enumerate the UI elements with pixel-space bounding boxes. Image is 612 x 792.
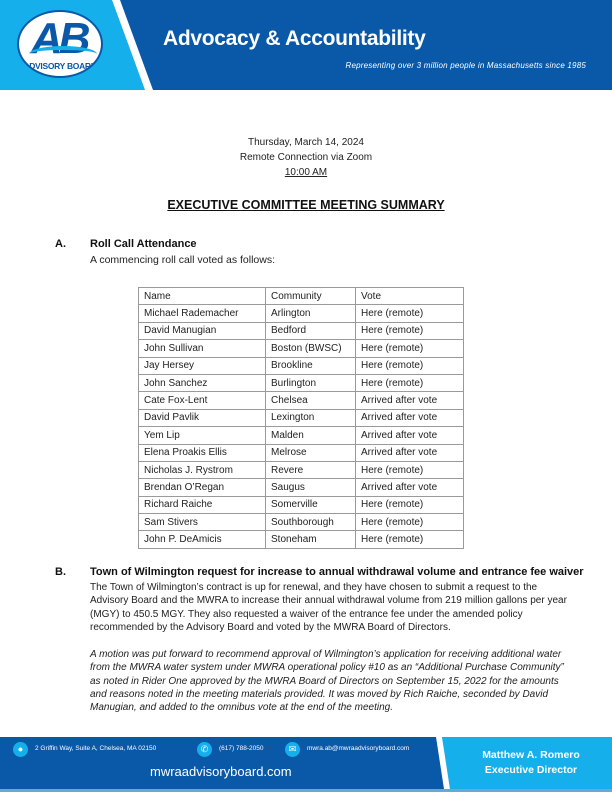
section-b-letter: B. xyxy=(55,566,66,578)
vote-cell: Here (remote) xyxy=(356,340,464,357)
table-row xyxy=(139,305,464,322)
vote-cell: Arrived after vote xyxy=(356,427,464,444)
community-cell: Somerville xyxy=(266,496,356,513)
member-name-cell: David Pavlik xyxy=(139,409,266,426)
column-header-community: Community xyxy=(266,288,356,305)
community-cell: Southborough xyxy=(266,514,356,531)
table-row xyxy=(139,531,464,548)
member-name-cell: Elena Proakis Ellis xyxy=(139,444,266,461)
vote-cell: Here (remote) xyxy=(356,496,464,513)
table-row xyxy=(139,357,464,374)
community-cell: Lexington xyxy=(266,409,356,426)
community-cell: Malden xyxy=(266,427,356,444)
table-row xyxy=(139,374,464,391)
footer-phone[interactable]: (617) 788-2050 xyxy=(219,745,264,752)
section-b-heading: Town of Wilmington request for increase to annual withdrawal volume and entrance fee waiver xyxy=(90,566,584,578)
table-row xyxy=(139,461,464,478)
member-name-cell: Jay Hersey xyxy=(139,357,266,374)
column-header-vote: Vote xyxy=(356,288,464,305)
meeting-time: 10:00 AM xyxy=(284,167,328,178)
table-row xyxy=(139,409,464,426)
section-a-letter: A. xyxy=(55,238,66,250)
location-pin-icon: ● xyxy=(13,742,28,757)
community-cell: Brookline xyxy=(266,357,356,374)
document-title: EXECUTIVE COMMITTEE MEETING SUMMARY xyxy=(167,198,445,212)
vote-cell: Here (remote) xyxy=(356,531,464,548)
table-row xyxy=(139,514,464,531)
member-name-cell: Richard Raiche xyxy=(139,496,266,513)
header-title: Advocacy & Accountability xyxy=(163,27,426,50)
footer-address: 2 Griffin Way, Suite A, Chelsea, MA 02150 xyxy=(35,745,157,752)
table-row xyxy=(139,322,464,339)
section-a-heading: Roll Call Attendance xyxy=(90,238,197,250)
table-row xyxy=(139,340,464,357)
community-cell: Chelsea xyxy=(266,392,356,409)
vote-cell: Here (remote) xyxy=(356,322,464,339)
vote-cell: Arrived after vote xyxy=(356,409,464,426)
vote-cell: Here (remote) xyxy=(356,357,464,374)
table-row xyxy=(139,496,464,513)
member-name-cell: John P. DeAmicis xyxy=(139,531,266,548)
vote-cell: Here (remote) xyxy=(356,374,464,391)
roll-call-table xyxy=(138,287,464,549)
member-name-cell: John Sullivan xyxy=(139,340,266,357)
community-cell: Melrose xyxy=(266,444,356,461)
logo-swoosh-icon xyxy=(29,46,97,62)
vote-cell: Arrived after vote xyxy=(356,444,464,461)
member-name-cell: David Manugian xyxy=(139,322,266,339)
meeting-date: Thursday, March 14, 2024 xyxy=(248,137,364,148)
logo-text: ADVISORY BOARD xyxy=(23,61,97,71)
footer-website-link[interactable]: mwraadvisoryboard.com xyxy=(150,764,292,779)
community-cell: Boston (BWSC) xyxy=(266,340,356,357)
director-name: Matthew A. Romero xyxy=(482,749,580,761)
member-name-cell: Michael Rademacher xyxy=(139,305,266,322)
vote-cell: Here (remote) xyxy=(356,305,464,322)
table-header-row xyxy=(139,288,464,305)
member-name-cell: Nicholas J. Rystrom xyxy=(139,461,266,478)
community-cell: Saugus xyxy=(266,479,356,496)
vote-cell: Arrived after vote xyxy=(356,479,464,496)
column-header-name: Name xyxy=(139,288,266,305)
community-cell: Arlington xyxy=(266,305,356,322)
logo-letters: AB xyxy=(31,14,87,63)
header-tagline: Representing over 3 million people in Massachusetts since 1985 xyxy=(345,61,586,70)
email-envelope-icon: ✉ xyxy=(285,742,300,757)
vote-cell: Arrived after vote xyxy=(356,392,464,409)
community-cell: Bedford xyxy=(266,322,356,339)
community-cell: Revere xyxy=(266,461,356,478)
community-cell: Burlington xyxy=(266,374,356,391)
vote-cell: Here (remote) xyxy=(356,514,464,531)
section-b-paragraph: The Town of Wilmington’s contract is up for renewal, and they have chosen to submit a request to the Advisory Board and the MWRA to increase their annual withdrawal volume from 219 million gallons per year (MGY) to 450.5 MGY. They also requested a waiver of the entrance fee under the amended policy recommended by the Advisory Board and voted by the MWRA Board of Directors. xyxy=(90,582,567,633)
vote-cell: Here (remote) xyxy=(356,461,464,478)
community-cell: Stoneham xyxy=(266,531,356,548)
footer-email[interactable]: mwra.ab@mwraadvisoryboard.com xyxy=(307,745,410,752)
director-title: Executive Director xyxy=(484,764,578,776)
table-row xyxy=(139,479,464,496)
table-row xyxy=(139,444,464,461)
member-name-cell: Brendan O’Regan xyxy=(139,479,266,496)
member-name-cell: Yem Lip xyxy=(139,427,266,444)
table-row xyxy=(139,427,464,444)
meeting-location: Remote Connection via Zoom xyxy=(239,152,373,163)
member-name-cell: Cate Fox-Lent xyxy=(139,392,266,409)
member-name-cell: Sam Stivers xyxy=(139,514,266,531)
section-a-intro: A commencing roll call voted as follows: xyxy=(90,254,275,266)
table-row xyxy=(139,392,464,409)
advisory-board-logo xyxy=(17,10,103,78)
phone-icon: ✆ xyxy=(197,742,212,757)
member-name-cell: John Sanchez xyxy=(139,374,266,391)
section-b-motion: A motion was put forward to recommend approval of Wilmington’s application for receiving additional water from the MWRA water system under MWRA operational policy #10 as an “Additional Purchase Community” as noted in Rider One approved by the MWRA Board of Directors on September 15, 2022 for the amounts and reasons noted in the meeting materials provided. It was moved by Rich Raiche, seconded by David Manugian, and added to the omnibus vote at the end of the meeting. xyxy=(90,649,564,714)
